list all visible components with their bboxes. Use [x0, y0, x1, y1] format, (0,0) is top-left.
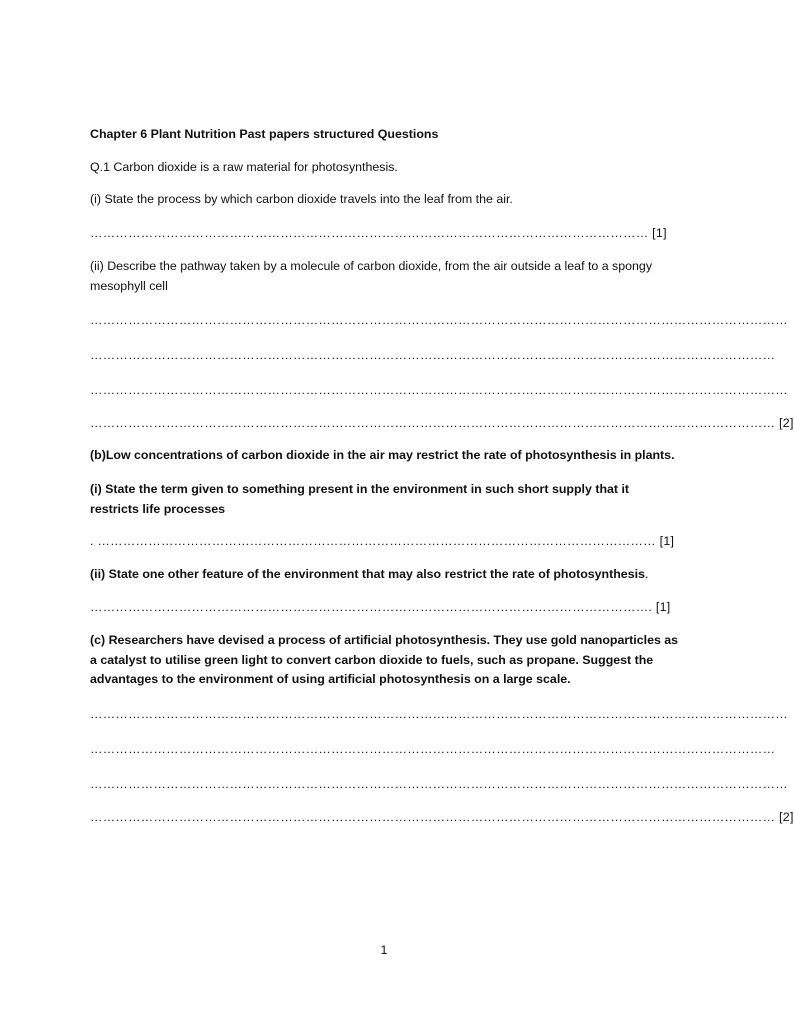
part-b-ii-question: [90, 565, 648, 584]
q1-part-ii-answer-line-2: ………………………………………………………………………………………………………………………………………………: [90, 348, 776, 362]
q1-part-i-answer-line: …………………………………………………………………………………………………………………… [1]: [90, 226, 667, 240]
part-b-stem: (b)Low concentrations of carbon dioxide in the air may restrict the rate of photosynthesis in plants.: [90, 448, 675, 462]
part-b-ii-period: .: [644, 567, 649, 581]
chapter-title: Chapter 6 Plant Nutrition Past papers structured Questions: [90, 127, 439, 141]
part-c-stem: (c) Researchers have devised a process of artificial photosynthesis. They use gold nanoparticles as a catalyst to utilise green light to convert carbon dioxide to fuels, such as propane. Suggest the advantages to the environment of using artificial photosynthesis on a large scale.: [90, 633, 679, 686]
q1-part-ii-answer-line-4: ……………………………………………………………………………………………………………………………………………… [2]: [90, 416, 794, 430]
q1-part-ii-answer-line-1: …………………………………………………………………………………………………………………………………………………: [90, 313, 788, 327]
part-b-i-question: (i) State the term given to something present in the environment in such short supply that it restricts life processes: [90, 482, 630, 516]
page-number: 1: [380, 943, 388, 957]
q1-intro: Q.1 Carbon dioxide is a raw material for photosynthesis.: [90, 160, 398, 174]
q1-part-ii-question: (ii) Describe the pathway taken by a molecule of carbon dioxide, from the air outside a leaf to a spongy mesophyll cell: [90, 259, 653, 293]
part-c-answer-line-2: ………………………………………………………………………………………………………………………………………………: [90, 742, 776, 756]
q1-part-i-question: (i) State the process by which carbon dioxide travels into the leaf from the air.: [90, 192, 513, 206]
q1-part-ii-answer-line-3: …………………………………………………………………………………………………………………………………………………: [90, 383, 788, 397]
part-c-answer-line-4: ……………………………………………………………………………………………………………………………………………… [2]: [90, 810, 794, 824]
part-c-answer-line-1: …………………………………………………………………………………………………………………………………………………: [90, 707, 788, 721]
part-b-ii-question-text: (ii) State one other feature of the environment that may also restrict the rate of photosynthesis: [90, 567, 645, 581]
part-c-answer-line-3: …………………………………………………………………………………………………………………………………………………: [90, 777, 788, 791]
part-b-ii-answer-line: ……………………………………………………………………………………………………………………. [1]: [90, 600, 671, 614]
part-b-i-answer-line: . …………………………………………………………………………………………………………………… [1]: [90, 534, 675, 548]
